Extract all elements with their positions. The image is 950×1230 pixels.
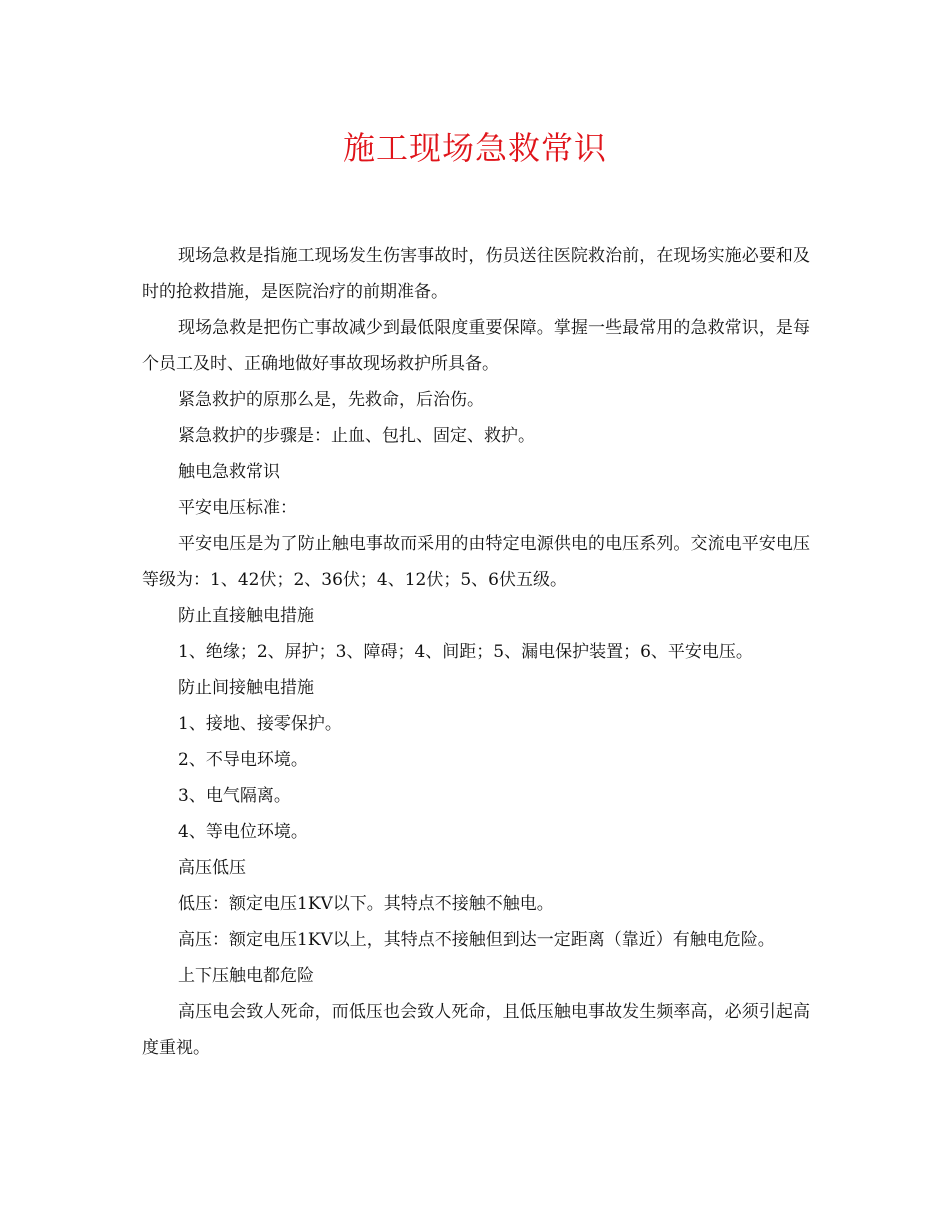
subheading-indirect-contact: 防止间接触电措施 [178,678,314,698]
paragraph-direct-measures: 1、绝缘；2、屏护；3、障碍；4、间距；5、漏电保护装置；6、平安电压。 [178,642,753,662]
list-item-equipotential: 4、等电位环境。 [178,822,308,842]
list-item-nonconductive: 2、不导电环境。 [178,750,308,770]
paragraph-intro-importance: 现场急救是把伤亡事故减少到最低限度重要保障。掌握一些最常用的急救常识，是每个员工及时、正确地做好事故现场救护所具备。 [142,318,810,374]
paragraph-principle: 紧急救护的原那么是，先救命，后治伤。 [178,390,484,410]
subheading-both-dangerous: 上下压触电都危险 [178,966,314,986]
document-body [142,238,810,1066]
paragraph-safe-voltage: 平安电压是为了防止触电事故而采用的由特定电源供电的电压系列。交流电平安电压等级为：1、42伏；2、36伏；4、12伏；5、6伏五级。 [142,534,810,590]
list-item-isolation: 3、电气隔离。 [178,786,291,806]
paragraph-low-voltage: 低压：额定电压1KV以下。其特点不接触不触电。 [178,894,554,914]
subheading-high-low-voltage: 高压低压 [178,858,246,878]
paragraph-steps: 紧急救护的步骤是：止血、包扎、固定、救护。 [178,426,535,446]
subheading-safe-voltage: 平安电压标准： [178,498,297,518]
list-item-grounding: 1、接地、接零保护。 [178,714,342,734]
paragraph-intro-definition: 现场急救是指施工现场发生伤害事故时，伤员送往医院救治前，在现场实施必要和及时的抢救措施，是医院治疗的前期准备。 [142,246,810,302]
subheading-direct-contact: 防止直接触电措施 [178,606,314,626]
paragraph-conclusion: 高压电会致人死命，而低压也会致人死命，且低压触电事故发生频率高，必须引起高度重视。 [142,1002,810,1058]
section-heading-electric-shock: 触电急救常识 [178,462,280,482]
page-title: 施工现场急救常识 [342,129,607,167]
paragraph-high-voltage: 高压：额定电压1KV以上，其特点不接触但到达一定距离（靠近）有触电危险。 [178,930,775,950]
